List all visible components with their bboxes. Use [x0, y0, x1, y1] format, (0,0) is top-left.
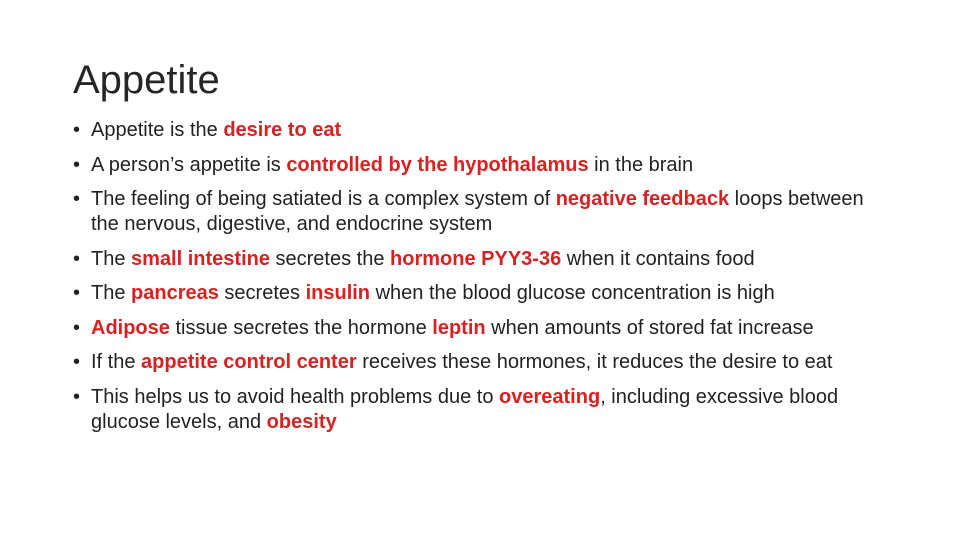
bullet-text: receives these hormones, it reduces the desire to eat: [356, 351, 833, 373]
bullet-text: If the: [91, 351, 142, 373]
bullet-text: The: [91, 282, 132, 304]
bullet-marker: •: [73, 247, 81, 270]
bullet-marker: •: [73, 188, 81, 210]
bullet-text: The feeling of being satiated is a complex system of: [91, 188, 556, 210]
bullet-item: [73, 187, 893, 237]
bullet-marker: •: [73, 385, 81, 408]
bullet-text: The: [91, 247, 132, 270]
highlighted-term: hormone PYY3-36: [390, 247, 562, 270]
highlighted-term: pancreas: [131, 282, 219, 304]
bullet-item: [73, 118, 893, 143]
bullet-text: when amounts of stored fat increase: [485, 316, 814, 339]
highlighted-term: negative feedback: [555, 188, 730, 210]
bullet-text: , including excessive blood glucose levels, and: [91, 385, 839, 433]
bullet-item: [73, 247, 893, 272]
slide-title: Appetite: [73, 58, 220, 102]
bullet-list: [73, 118, 893, 444]
bullet-text: when the blood glucose concentration is high: [370, 282, 775, 304]
highlighted-term: insulin: [305, 282, 371, 304]
bullet-marker: •: [73, 153, 81, 176]
bullet-item: [73, 350, 893, 375]
bullet-text: when it contains food: [561, 247, 755, 270]
highlighted-term: leptin: [432, 316, 486, 339]
bullet-item: [73, 281, 893, 306]
bullet-text: secretes the: [269, 247, 391, 270]
highlighted-term: Adipose: [91, 316, 170, 339]
bullet-marker: •: [73, 316, 81, 339]
bullet-text: tissue secretes the hormone: [169, 316, 433, 339]
highlighted-term: overeating: [499, 385, 601, 408]
highlighted-term: obesity: [266, 410, 337, 433]
bullet-item: [73, 316, 893, 341]
highlighted-term: small intestine: [131, 247, 270, 270]
bullet-item: [73, 385, 893, 435]
highlighted-term: appetite control center: [141, 351, 357, 373]
bullet-item: [73, 153, 893, 178]
bullet-text: Appetite is the: [91, 119, 224, 141]
highlighted-term: desire to eat: [223, 119, 342, 141]
bullet-text: A person’s appetite is: [91, 153, 287, 176]
highlighted-term: controlled by the hypothalamus: [286, 153, 589, 176]
bullet-text: secretes: [218, 282, 306, 304]
bullet-text: in the brain: [588, 153, 694, 176]
bullet-marker: •: [73, 282, 81, 304]
bullet-marker: •: [73, 119, 81, 141]
bullet-text: This helps us to avoid health problems due to: [91, 385, 500, 408]
bullet-marker: •: [73, 351, 81, 373]
bullet-text: loops between the nervous, digestive, and endocrine system: [91, 188, 864, 235]
